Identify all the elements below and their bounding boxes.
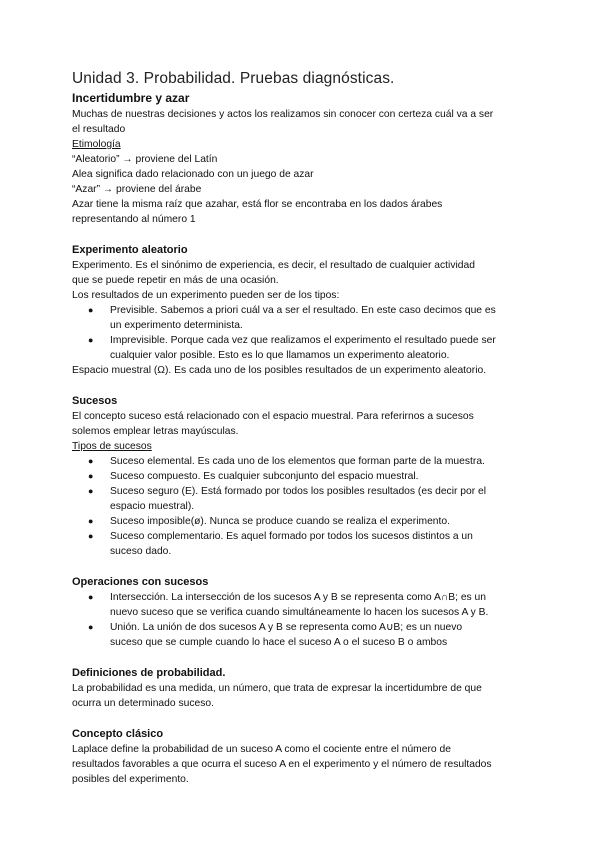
paragraph-line: resultados favorables a que ocurra el suceso A en el experimento y el número de resultados (72, 759, 492, 770)
spacer (72, 559, 532, 574)
list-item-text: Imprevisible. Porque cada vez que realizamos el experimento el resultado puede ser (110, 335, 496, 346)
document-page (72, 68, 532, 787)
list-item-text: Intersección. La intersección de los sucesos A y B se representa como A∩B; es un (110, 592, 487, 603)
bullet-icon: ● (88, 486, 94, 496)
paragraph-line: “Azar” → proviene del árabe (72, 184, 202, 195)
list-item-text: cualquier valor posible. Esto es lo que llamamos un experimento aleatorio. (110, 350, 450, 361)
paragraph-line: Muchas de nuestras decisiones y actos los realizamos sin conocer con certeza cuál va a ser (72, 109, 494, 120)
subheading-etimologia: Etimología (72, 139, 121, 150)
bullet-list (72, 454, 532, 559)
list-item (72, 620, 532, 650)
list-item-text: espacio muestral). (110, 501, 195, 512)
bullet-icon: ● (88, 456, 94, 466)
paragraph-line: Los resultados de un experimento pueden ser de los tipos: (72, 290, 340, 301)
list-item (72, 529, 532, 559)
heading-sucesos: Sucesos (72, 395, 118, 407)
spacer (72, 711, 532, 726)
paragraph-line: Alea significa dado relacionado con un juego de azar (72, 169, 314, 180)
list-item-text: suceso que se cumple cuando lo hace el suceso A o el suceso B o ambos (110, 637, 448, 648)
paragraph-line: que se puede repetir en más de una ocasión. (72, 275, 279, 286)
heading-experimento-aleatorio: Experimento aleatorio (72, 244, 188, 256)
paragraph-line: La probabilidad es una medida, un número, que trata de expresar la incertidumbre de que (72, 683, 482, 694)
list-item (72, 590, 532, 620)
list-item-text: suceso dado. (110, 546, 172, 557)
spacer (72, 650, 532, 665)
paragraph-line: solemos emplear letras mayúsculas. (72, 426, 239, 437)
list-item (72, 454, 532, 469)
paragraph-line: “Aleatorio” → proviene del Latín (72, 154, 218, 165)
paragraph-line: ocurra un determinado suceso. (72, 698, 214, 709)
list-item (72, 303, 532, 333)
bullet-icon: ● (88, 592, 94, 602)
list-item (72, 469, 532, 484)
bullet-icon: ● (88, 516, 94, 526)
paragraph-line: el resultado (72, 124, 126, 135)
paragraph-line: Azar tiene la misma raíz que azahar, está flor se encontraba en los dados árabes (72, 199, 443, 210)
paragraph-line: representando al número 1 (72, 214, 196, 225)
bullet-icon: ● (88, 471, 94, 481)
paragraph-line: Experimento. Es el sinónimo de experiencia, es decir, el resultado de cualquier actividad (72, 260, 475, 271)
bullet-list (72, 303, 532, 363)
list-item-text: Suceso seguro (E). Está formado por todos los posibles resultados (es decir por el (110, 486, 487, 497)
list-item (72, 484, 532, 514)
bullet-icon: ● (88, 335, 94, 345)
list-item-text: Suceso compuesto. Es cualquier subconjunto del espacio muestral. (110, 471, 419, 482)
bullet-icon: ● (88, 622, 94, 632)
list-item-text: Unión. La unión de dos sucesos A y B se representa como A∪B; es un nuevo (110, 622, 463, 633)
bullet-list (72, 590, 532, 650)
list-item-text: Previsible. Sabemos a priori cuál va a ser el resultado. En este caso decimos que es (110, 305, 496, 316)
list-item (72, 514, 532, 529)
subheading-tipos-de-sucesos: Tipos de sucesos (72, 441, 152, 452)
paragraph-line: Laplace define la probabilidad de un suceso A como el cociente entre el número de (72, 744, 451, 755)
paragraph-line: El concepto suceso está relacionado con el espacio muestral. Para referirnos a sucesos (72, 411, 474, 422)
list-item-text: Suceso complementario. Es aquel formado por todos los sucesos distintos a un (110, 531, 473, 542)
list-item-text: un experimento determinista. (110, 320, 243, 331)
list-item-text: Suceso imposible(ø). Nunca se produce cuando se realiza el experimento. (110, 516, 450, 527)
list-item-text: Suceso elemental. Es cada uno de los elementos que forman parte de la muestra. (110, 456, 485, 467)
list-item (72, 333, 532, 363)
heading-incertidumbre: Incertidumbre y azar (72, 91, 190, 105)
heading-operaciones: Operaciones con sucesos (72, 576, 209, 588)
paragraph-line: posibles del experimento. (72, 774, 189, 785)
paragraph-line: Espacio muestral (Ω). Es cada uno de los posibles resultados de un experimento aleatorio. (72, 365, 487, 376)
spacer (72, 378, 532, 393)
heading-definiciones: Definiciones de probabilidad. (72, 667, 226, 679)
bullet-icon: ● (88, 305, 94, 315)
heading-concepto-clasico: Concepto clásico (72, 728, 164, 740)
bullet-icon: ● (88, 531, 94, 541)
document-title: Unidad 3. Probabilidad. Pruebas diagnósticas. (72, 70, 395, 87)
spacer (72, 227, 532, 242)
list-item-text: nuevo suceso que se verifica cuando simultáneamente lo hacen los sucesos A y B. (110, 607, 489, 618)
